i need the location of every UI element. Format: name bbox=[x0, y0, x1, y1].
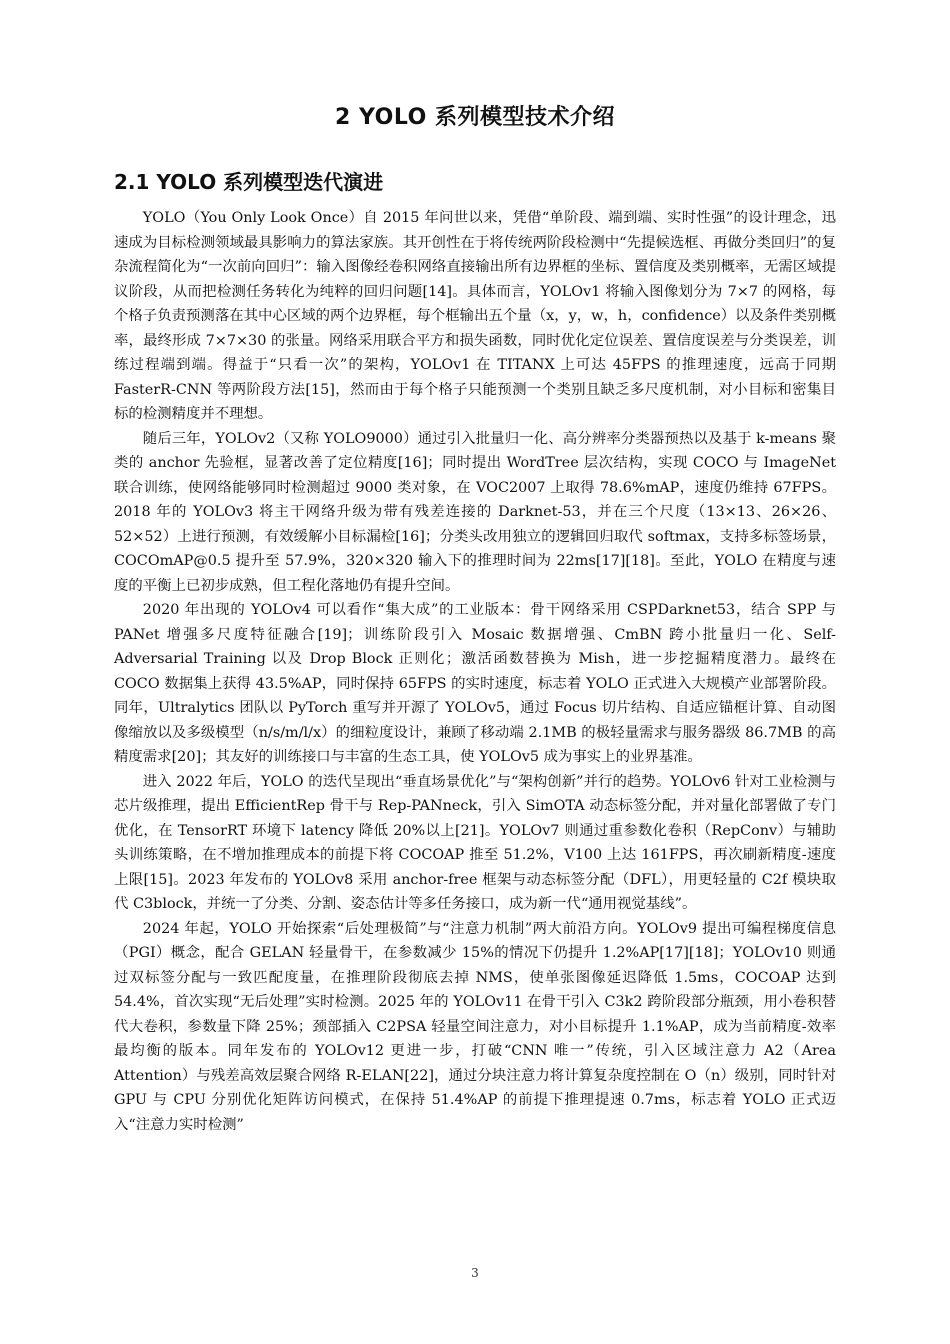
body-text bbox=[114, 206, 836, 1137]
chapter-title: 2 YOLO 系列模型技术介绍 bbox=[335, 105, 615, 130]
paragraph: 2020 年出现的 YOLOv4 可以看作“集大成”的工业版本：骨干网络采用 CSPDarknet53，结合 SPP 与 PANet 增强多尺度特征融合[19]；训练阶段引入 Mosaic 数据增强、CmBN 跨小批量归一化、Self-Adversarial Training 以及 Drop Block 正则化；激活函数替换为 Mish，进一步挖掘精度潜力。最终在 COCO 数据集上获得 43.5%AP，同时保持 65FPS 的实时速度，标志着 YOLO 正式进入大规模产业部署阶段。同年，Ultralytics 团队以 PyTorch 重写并开源了 YOLOv5，通过 Focus 切片结构、自适应锚框计算、自动图像缩放以及多级模型（n/s/m/l/x）的细粒度设计，兼顾了移动端 2.1MB 的极轻量需求与服务器级 86.7MB 的高精度需求[20]；其友好的训练接口与丰富的生态工具，使 YOLOv5 成为事实上的业界基准。 bbox=[114, 602, 836, 765]
section-title: 2.1 YOLO 系列模型迭代演进 bbox=[114, 170, 384, 194]
page-number: 3 bbox=[471, 1266, 479, 1280]
paragraph: 2024 年起，YOLO 开始探索“后处理极简”与“注意力机制”两大前沿方向。YOLOv9 提出可编程梯度信息（PGI）概念，配合 GELAN 轻量骨干，在参数减少 15%的情况下仍提升 1.2%AP[17][18]；YOLOv10 则通过双标签分配与一致匹配度量，在推理阶段彻底去掉 NMS，使单张图像延迟降低 1.5ms，COCOAP 达到 54.4%，首次实现“无后处理”实时检测。2025 年的 YOLOv11 在骨干引入 C3k2 跨阶段部分瓶颈，用小卷积替代大卷积，参数量下降 25%；颈部插入 C2PSA 轻量空间注意力，对小目标提升 1.1%AP，成为当前精度-效率最均衡的版本。同年发布的 YOLOv12 更进一步，打破“CNN 唯一”传统，引入区域注意力 A2（Area Attention）与残差高效层聚合网络 R-ELAN[22]，通过分块注意力将计算复杂度控制在 O（n）级别，同时针对 GPU 与 CPU 分别优化矩阵访问模式，在保持 51.4%AP 的前提下推理提速 0.7ms，标志着 YOLO 正式迈入“注意力实时检测” bbox=[114, 920, 836, 1133]
paragraph: 随后三年，YOLOv2（又称 YOLO9000）通过引入批量归一化、高分辨率分类器预热以及基于 k-means 聚类的 anchor 先验框，显著改善了定位精度[16]；同时提出 WordTree 层次结构，实现 COCO 与 ImageNet 联合训练，使网络能够同时检测超过 9000 类对象，在 VOC2007 上取得 78.6%mAP，速度仍维持 67FPS。2018 年的 YOLOv3 将主干网络升级为带有残差连接的 Darknet-53，并在三个尺度（13×13、26×26、52×52）上进行预测，有效缓解小目标漏检[16]；分类头改用独立的逻辑回归取代 softmax，支持多标签场景，COCOmAP@0.5 提升至 57.9%，320×320 输入下的推理时间为 22ms[17][18]。至此，YOLO 在精度与速度的平衡上已初步成熟，但工程化落地仍有提升空间。 bbox=[114, 430, 836, 594]
paragraph: 进入 2022 年后，YOLO 的迭代呈现出“垂直场景优化”与“架构创新”并行的趋势。YOLOv6 针对工业检测与芯片级推理，提出 EfficientRep 骨干与 Rep-PANneck，引入 SimOTA 动态标签分配，并对量化部署做了专门优化，在 TensorRT 环境下 latency 降低 20%以上[21]。YOLOv7 则通过重参数化卷积（RepConv）与辅助头训练策略，在不增加推理成本的前提下将 COCOAP 推至 51.2%，V100 上达 161FPS，再次刷新精度-速度上限[15]。2023 年发布的 YOLOv8 采用 anchor-free 框架与动态标签分配（DFL），用更轻量的 C2f 模块取代 C3block，并统一了分类、分割、姿态估计等多任务接口，成为新一代“通用视觉基线”。 bbox=[114, 773, 836, 912]
paragraph: YOLO（You Only Look Once）自 2015 年问世以来，凭借“单阶段、端到端、实时性强”的设计理念，迅速成为目标检测领域最具影响力的算法家族。其开创性在于将传统两阶段检测中“先提候选框、再做分类回归”的复杂流程简化为“一次前向回归”：输入图像经卷积网络直接输出所有边界框的坐标、置信度及类别概率，无需区域提议阶段，从而把检测任务转化为纯粹的回归问题[14]。具体而言，YOLOv1 将输入图像划分为 7×7 的网格，每个格子负责预测落在其中心区域的两个边界框，每个框输出五个量（x，y，w，h，confidence）以及条件类别概率，最终形成 7×7×30 的张量。网络采用联合平方和损失函数，同时优化定位误差、置信度误差与分类误差，训练过程端到端。得益于“只看一次”的架构，YOLOv1 在 TITANX 上可达 45FPS 的推理速度，远高于同期 FasterR-CNN 等两阶段方法[15]，然而由于每个格子只能预测一个类别且缺乏多尺度机制，对小目标和密集目标的检测精度并不理想。 bbox=[114, 210, 836, 422]
